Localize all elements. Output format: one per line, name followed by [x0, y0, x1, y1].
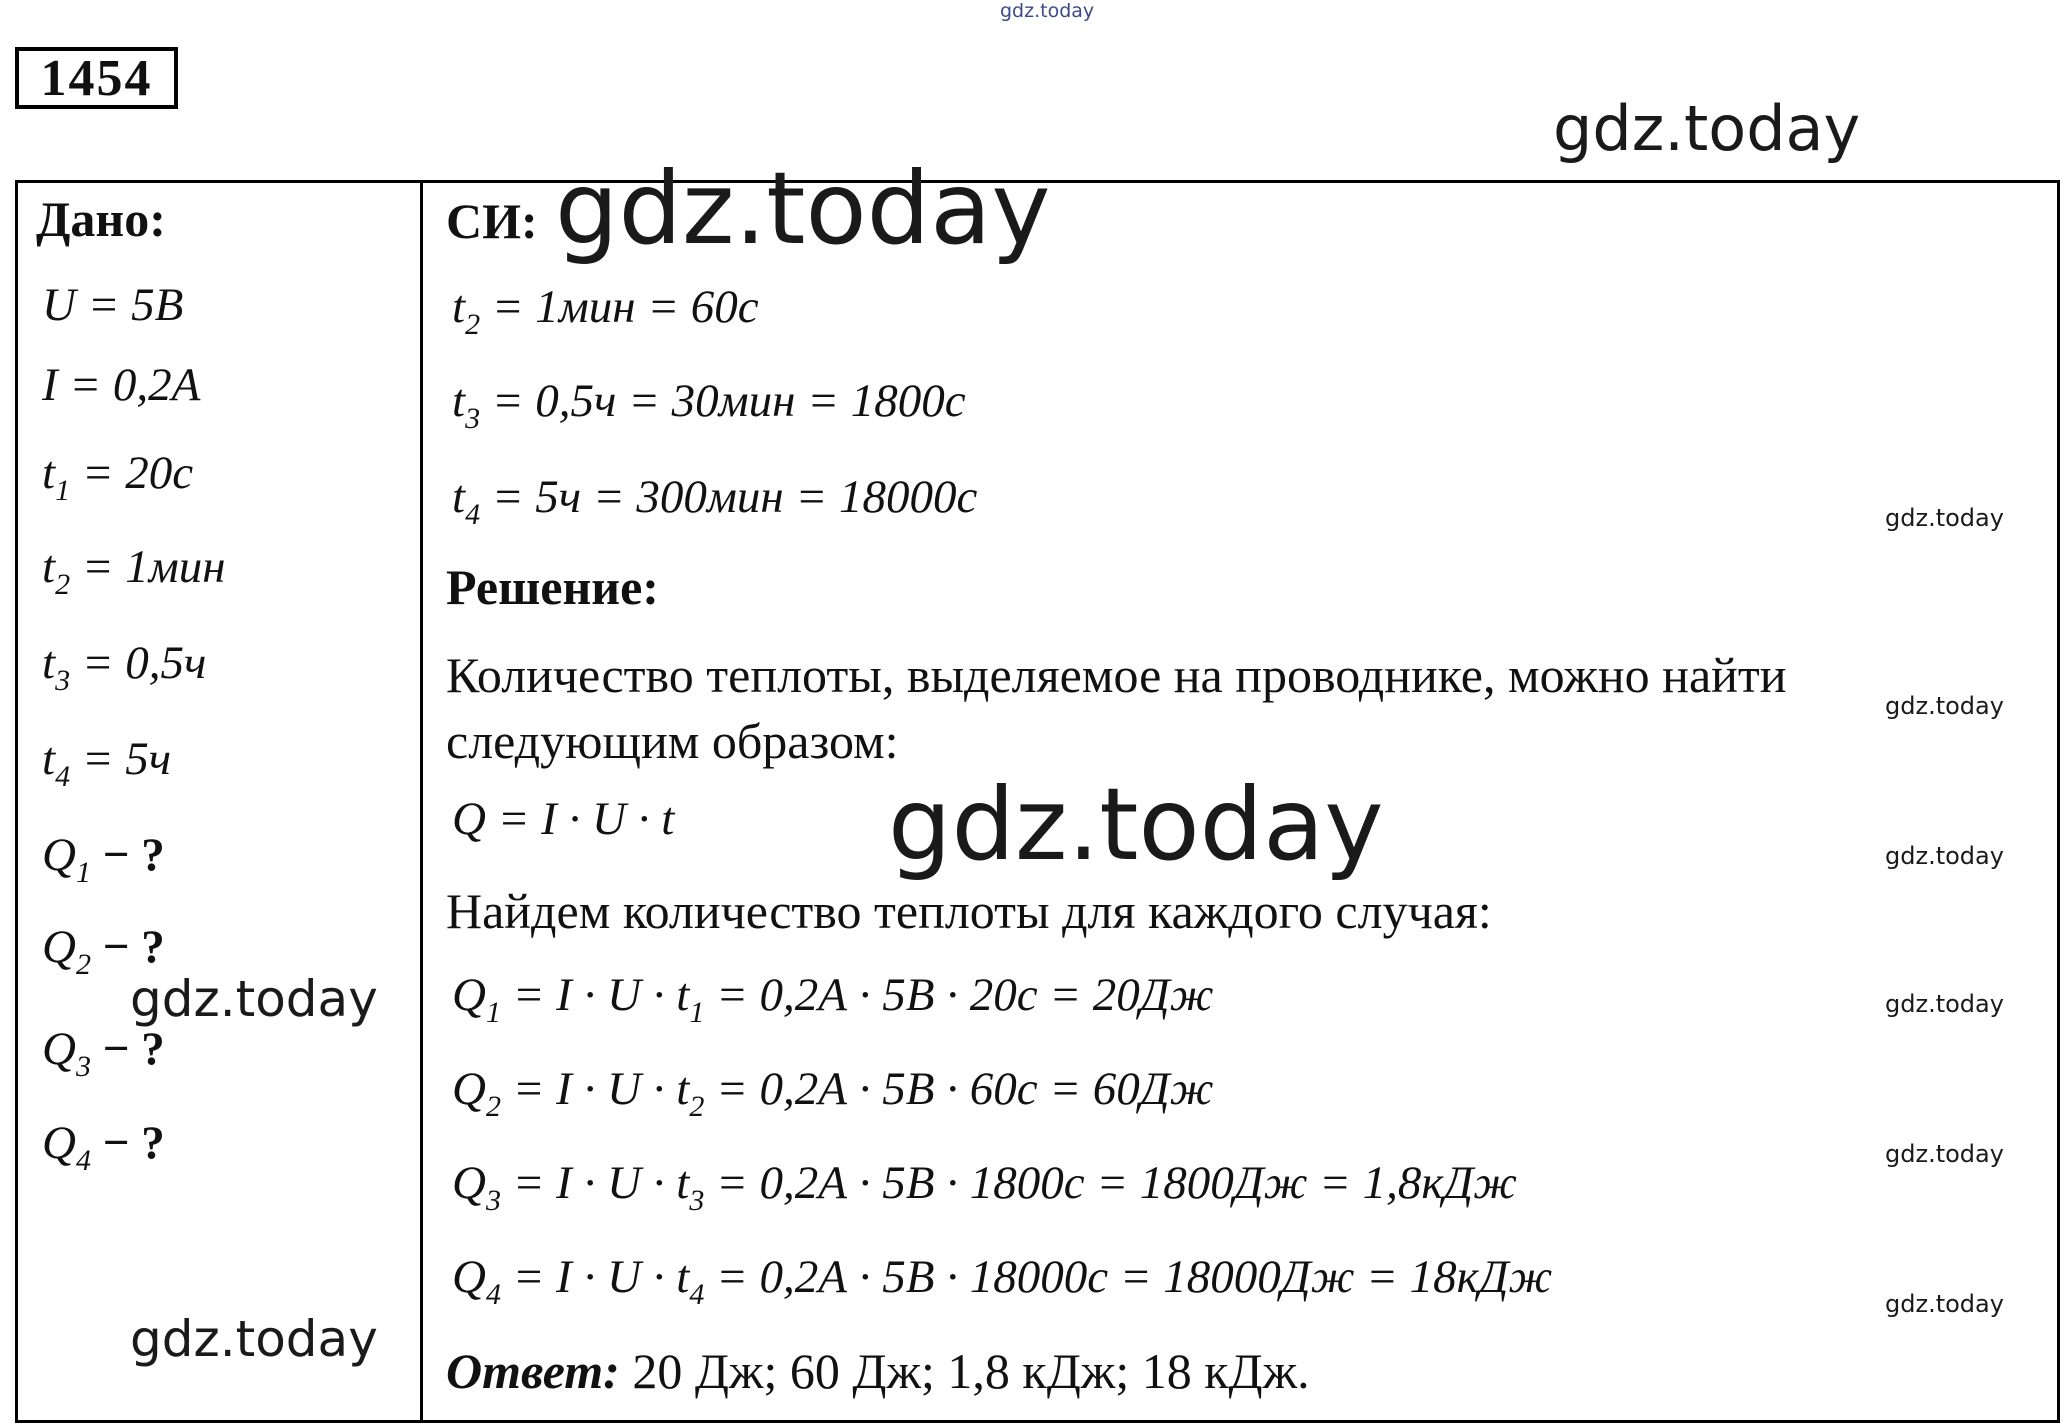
- calc-line: $Q_3 = I \cdot U \cdot t_3 = 0,2А \cdot 5В \cdot 1800с = 1800Дж = 1,8кДж$: [452, 1157, 1517, 1217]
- unknown-line: $Q_3$ − ?: [42, 1023, 165, 1083]
- unknown-line: $Q_1$ − ?: [42, 829, 165, 889]
- si-title: СИ:: [446, 193, 538, 249]
- solution-intro-line1: Количество теплоты, выделяемое на проводнике, можно найти: [446, 647, 1787, 703]
- answer-label: Ответ:: [446, 1343, 620, 1399]
- si-line: $t_2 = 1мин = 60с$: [452, 281, 759, 341]
- unknown-line: $Q_2$ − ?: [42, 921, 165, 981]
- si-line: $t_3 = 0,5ч = 30мин = 1800с$: [452, 375, 966, 435]
- given-title: Дано:: [36, 191, 166, 247]
- watermark-right: gdz.today: [1885, 504, 2004, 532]
- si-line: $t_4 = 5ч = 300мин = 18000с$: [452, 471, 978, 531]
- given-line: $t_3 = 0,5ч$: [42, 637, 207, 697]
- watermark-left-2: gdz.today: [130, 1310, 378, 1368]
- column-divider: [420, 180, 423, 1423]
- solution-intro-line2: следующим образом:: [446, 713, 899, 769]
- watermark-right: gdz.today: [1885, 1290, 2004, 1318]
- answer: [446, 1342, 1310, 1400]
- main-formula: Q = I · U · t: [452, 793, 675, 845]
- watermark-top: gdz.today: [1000, 0, 1095, 22]
- given-line: I = 0,2А: [42, 359, 201, 411]
- calc-line: $Q_4 = I \cdot U \cdot t_4 = 0,2А \cdot 5В \cdot 18000с = 18000Дж = 18кДж$: [452, 1251, 1553, 1311]
- watermark-large-1: gdz.today: [555, 150, 1051, 267]
- find-text: Найдем количество теплоты для каждого случая:: [446, 883, 1492, 939]
- calc-line: $Q_1 = I \cdot U \cdot t_1 = 0,2А \cdot 5В \cdot 20с = 20Дж$: [452, 969, 1214, 1029]
- unknown-line: $Q_4$ − ?: [42, 1117, 165, 1177]
- watermark-header: gdz.today: [1553, 92, 1861, 165]
- problem-number: 1454: [15, 47, 178, 109]
- watermark-right: gdz.today: [1885, 990, 2004, 1018]
- answer-text: 20 Дж; 60 Дж; 1,8 кДж; 18 кДж.: [619, 1343, 1310, 1399]
- calc-line: $Q_2 = I \cdot U \cdot t_2 = 0,2А \cdot 5В \cdot 60с = 60Дж$: [452, 1063, 1214, 1123]
- given-line: $t_4 = 5ч$: [42, 733, 172, 793]
- solution-title: Решение:: [446, 559, 659, 615]
- watermark-right: gdz.today: [1885, 692, 2004, 720]
- watermark-right: gdz.today: [1885, 842, 2004, 870]
- watermark-left-1: gdz.today: [130, 970, 378, 1028]
- given-line: U = 5В: [42, 279, 184, 331]
- given-line: $t_2 = 1мин$: [42, 541, 226, 601]
- given-line: $t_1 = 20с$: [42, 447, 194, 507]
- watermark-large-2: gdz.today: [888, 766, 1384, 883]
- watermark-right: gdz.today: [1885, 1140, 2004, 1168]
